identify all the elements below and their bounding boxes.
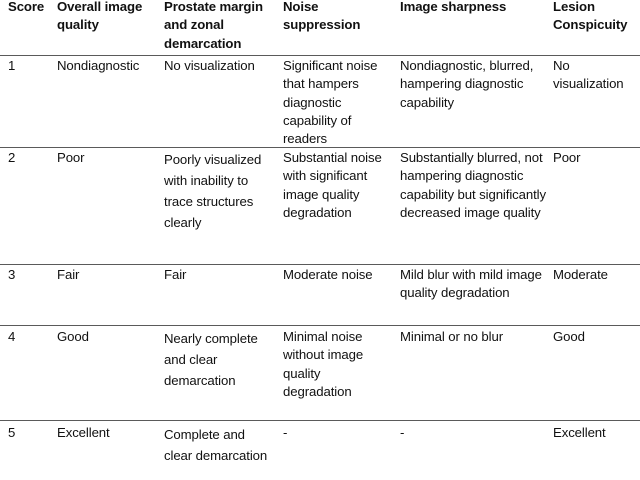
cell-prostate-margin: Fair xyxy=(164,267,187,282)
cell-image-sharpness: Mild blur with mild image quality degradation xyxy=(400,267,542,301)
row-divider xyxy=(0,420,640,421)
header-prostate-margin: Prostate margin and zonal demarcation xyxy=(164,0,263,51)
cell-noise-suppression: Moderate noise xyxy=(283,267,373,282)
header-lesion-conspicuity: Lesion Conspicuity xyxy=(553,0,628,33)
cell-lesion-conspicuity: Excellent xyxy=(553,425,606,440)
row-divider xyxy=(0,325,640,326)
header-divider xyxy=(0,55,640,56)
cell-lesion-conspicuity: Good xyxy=(553,329,585,344)
cell-score: 5 xyxy=(8,425,16,440)
cell-overall-quality: Fair xyxy=(57,267,80,282)
row-divider xyxy=(0,264,640,265)
cell-image-sharpness: - xyxy=(400,425,405,440)
cell-overall-quality: Nondiagnostic xyxy=(57,58,140,73)
cell-overall-quality: Poor xyxy=(57,150,85,165)
header-score: Score xyxy=(8,0,45,14)
cell-prostate-margin: Nearly complete and clear demarcation xyxy=(164,331,258,388)
cell-lesion-conspicuity: Poor xyxy=(553,150,581,165)
cell-noise-suppression: - xyxy=(283,425,288,440)
cell-prostate-margin: Poorly visualized with inability to trace structures clearly xyxy=(164,152,262,230)
cell-noise-suppression: Substantial noise with significant image quality degradation xyxy=(283,150,382,220)
cell-prostate-margin: Complete and clear demarcation xyxy=(164,427,268,463)
cell-overall-quality: Good xyxy=(57,329,89,344)
cell-lesion-conspicuity: Moderate xyxy=(553,267,608,282)
row-divider xyxy=(0,147,640,148)
header-overall-image-quality: Overall image quality xyxy=(57,0,143,33)
cell-score: 3 xyxy=(8,267,16,282)
cell-image-sharpness: Substantially blurred, not hampering diagnostic capability but significantly decreased image quality xyxy=(400,150,547,220)
cell-overall-quality: Excellent xyxy=(57,425,110,440)
cell-lesion-conspicuity: No visualization xyxy=(553,58,624,92)
cell-noise-suppression: Minimal noise without image quality degradation xyxy=(283,329,364,399)
cell-image-sharpness: Minimal or no blur xyxy=(400,329,504,344)
cell-prostate-margin: No visualization xyxy=(164,58,255,73)
cell-score: 4 xyxy=(8,329,16,344)
cell-score: 1 xyxy=(8,58,16,73)
header-noise-suppression: Noise suppression xyxy=(283,0,361,33)
header-image-sharpness: Image sharpness xyxy=(400,0,507,14)
cell-noise-suppression: Significant noise that hampers diagnostic capability of readers xyxy=(283,58,378,147)
cell-image-sharpness: Nondiagnostic, blurred, hampering diagnostic capability xyxy=(400,58,534,110)
cell-score: 2 xyxy=(8,150,16,165)
